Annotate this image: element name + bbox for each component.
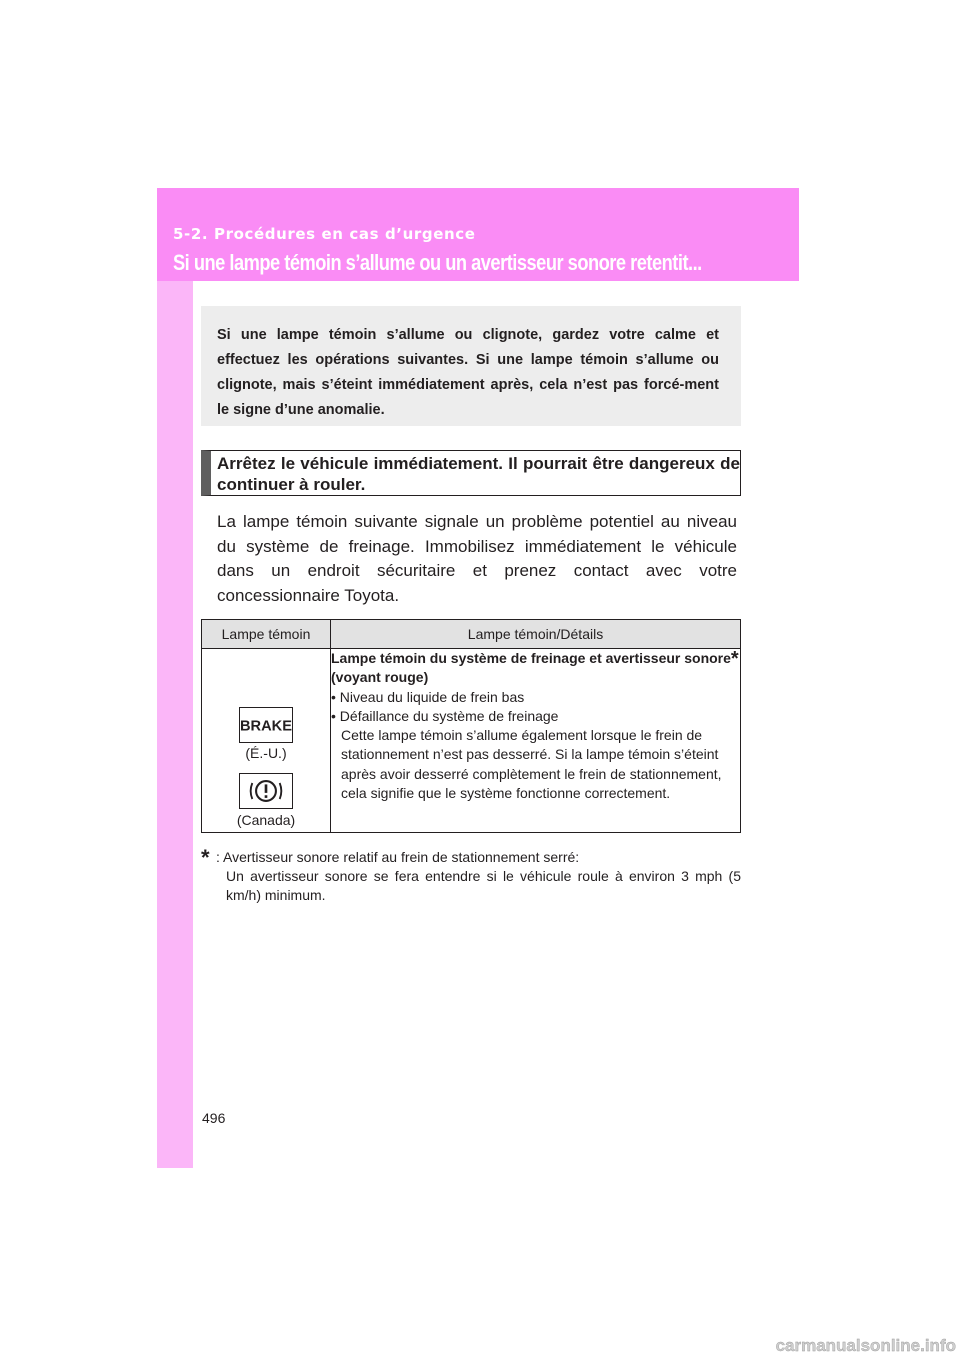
footnote-marker: * [730, 648, 739, 670]
details-title: Lampe témoin du système de freinage et avertisseur sonore* (voyant rouge) [331, 648, 739, 686]
region-canada-label: (Canada) [236, 812, 296, 828]
details-bullet: • Niveau du liquide de frein bas [331, 688, 525, 705]
page-number: 496 [202, 1110, 226, 1126]
table-row [202, 649, 741, 833]
details-bullet: • Défaillance du système de freinage [331, 707, 559, 724]
svg-text:carmanualsonline.info: carmanualsonline.info [775, 1336, 956, 1355]
warning-box [201, 450, 741, 496]
intro-box [201, 306, 741, 426]
body-paragraph: La lampe témoin suivante signale un problème potentiel au niveau du système de freinage. Immobilisez immédiatement le véhicule dans un endroit sécuritaire et prenez contact avec votre concessionnaire Toyota. [217, 512, 737, 605]
table-header-details: Lampe témoin/Détails [331, 620, 741, 649]
brake-text-indicator-icon [239, 707, 293, 743]
intro-text: Si une lampe témoin s’allume ou clignote, gardez votre calme et effectuez les opérations suivantes. Si une lampe témoin s’allume ou clignote, mais s’éteint immédiatement après, cela n’est pas forcé-ment le signe d’une anomalie. [217, 327, 719, 418]
section-label: 5-2. Procédures en cas d’urgence [173, 225, 476, 243]
watermark-logo [742, 1331, 960, 1358]
lamp-cell [202, 649, 331, 833]
page-title: Si une lampe témoin s’allume ou un avertisseur sonore retentit... [173, 250, 702, 275]
circle-exclamation-indicator-icon [239, 773, 293, 809]
details-cell [331, 649, 741, 833]
region-usa-label: (É.-U.) [245, 745, 287, 761]
table-header-lamp: Lampe témoin [202, 620, 331, 649]
warning-lamp-table [201, 619, 741, 833]
footnote [201, 845, 741, 905]
warning-text: Arrêtez le véhicule immédiatement. Il pourrait être dangereux de continuer à rouler. [217, 454, 740, 494]
footnote-detail: Un avertisseur sonore se fera entendre si le véhicule roule à environ 3 mph (5 km/h) minimum. [226, 868, 741, 903]
side-strip [157, 188, 193, 1168]
table-header-row [202, 620, 741, 649]
details-note: Cette lampe témoin s’allume également lorsque le frein de stationnement n’est pas desserré. Si la lampe témoin s’éteint après avoir desserré complètement le frein de stationnement, cela signifie que le système fonctionne correctement. [341, 727, 722, 802]
footnote-asterisk: * [201, 845, 210, 870]
svg-text:BRAKE: BRAKE [240, 718, 292, 735]
footnote-line: : Avertisseur sonore relatif au frein de stationnement serré: [216, 849, 580, 865]
